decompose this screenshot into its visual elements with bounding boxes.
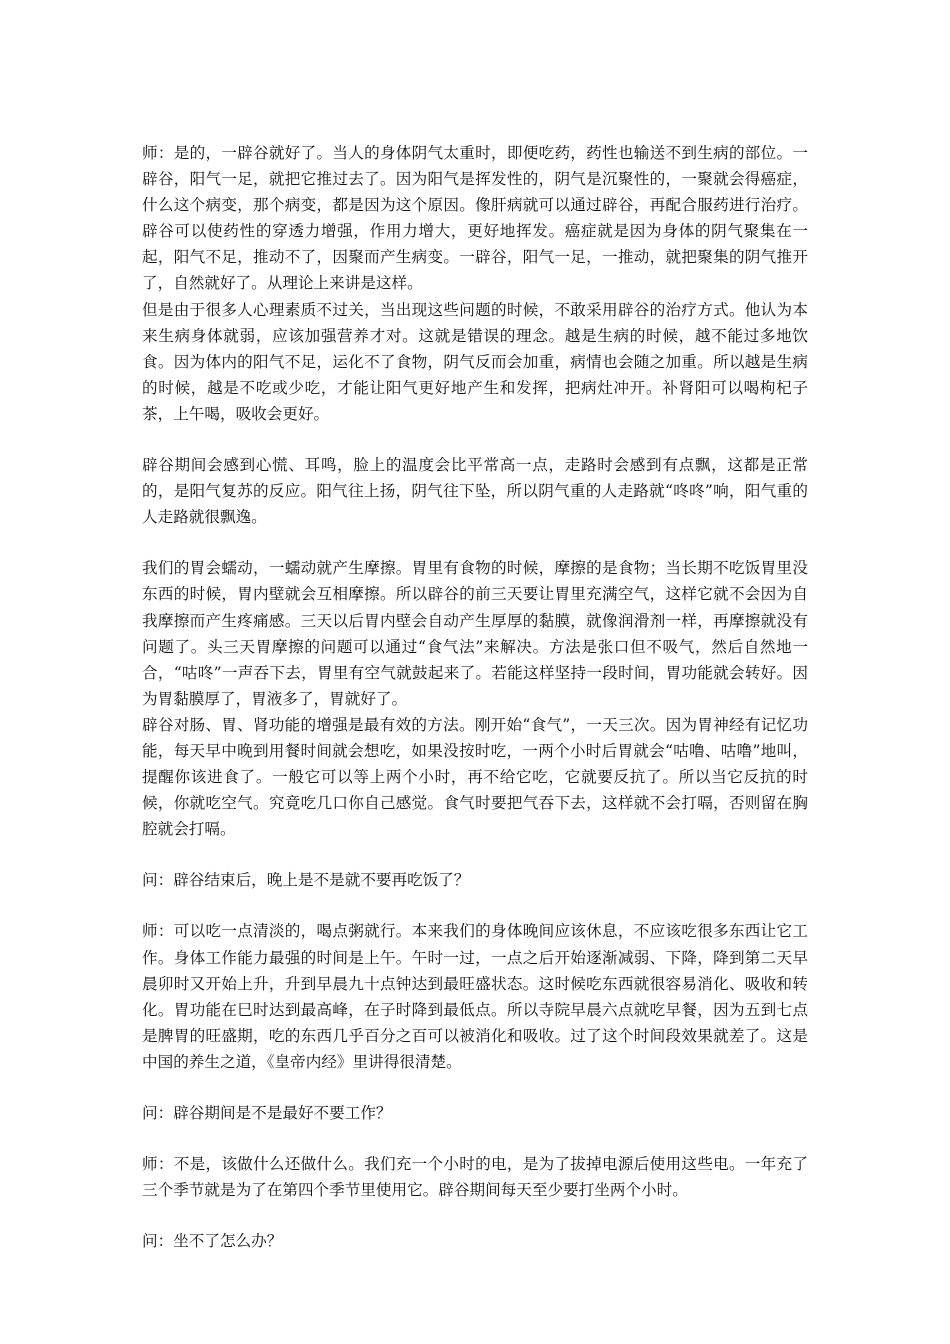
paragraph-gap <box>142 842 808 867</box>
paragraph-symptoms: 辟谷期间会感到心慌、耳鸣，脸上的温度会比平常高一点，走路时会感到有点飘，这都是正常的，是阳气复苏的反应。阳气往上扬，阴气往下坠，所以阴气重的人走路就“咚咚”响，阳气重的人走路就很飘逸。 <box>142 456 808 527</box>
question-after-fasting: 问：辟谷结束后，晚上是不是就不要再吃饭了？ <box>142 871 470 890</box>
paragraph-stomach: 我们的胃会蠕动，一蠕动就产生摩擦。胃里有食物的时候，摩擦的是食物；当长期不吃饭胃里没东西的时候，胃内壁就会互相摩擦。所以辟谷的前三天要让胃里充满空气，这样它就不会因为自我摩擦而产生疼痛感。三天以后胃内壁会自动产生厚厚的黏膜，就像润滑剂一样，再摩擦就没有问题了。头三天胃摩擦的问题可以通过“食气法”来解决。方法是张口但不吸气，然后自然地一合，“咕咚”一声吞下去，胃里有空气就鼓起来了。若能这样坚持一段时间，胃功能就会转好。因为胃黏膜厚了，胃液多了，胃就好了。 <box>142 559 808 708</box>
paragraph-gap <box>142 427 808 452</box>
paragraph-gap <box>142 893 808 918</box>
answer-after-fasting: 师：可以吃一点清淡的，喝点粥就行。本来我们的身体晚间应该休息，不应该吃很多东西让它工作。身体工作能力最强的时间是上午。午时一过，一点之后开始逐渐减弱、下降，降到第二天早晨卯时又开始上升，升到早晨九十点钟达到最旺盛状态。这时候吃东西就很容易消化、吸收和转化。胃功能在巳时达到最高峰，在子时降到最低点。所以寺院早晨六点就吃早餐，因为五到七点是脾胃的旺盛期，吃的东西几乎百分之百可以被消化和吸收。过了这个时间段效果就差了。这是中国的养生之道，《皇帝内经》里讲得很清楚。 <box>142 922 808 1071</box>
paragraph-rationale: 师：是的，一辟谷就好了。当人的身体阴气太重时，即便吃药，药性也输送不到生病的部位。一辟谷，阳气一足，就把它推过去了。因为阳气是挥发性的，阴气是沉聚性的，一聚就会得癌症，什么这个病变，那个病变，都是因为这个原因。像肝病就可以通过辟谷，再配合服药进行治疗。辟谷可以使药性的穿透力增强，作用力增大，更好地挥发。癌症就是因为身体的阴气聚集在一起，阳气不足，推动不了，因聚而产生病变。一辟谷，阳气一足，一推动，就把聚集的阴气推开了，自然就好了。从理论上来讲是这样。 <box>142 144 808 293</box>
paragraph-gap <box>142 1075 808 1100</box>
paragraph-misconception: 但是由于很多人心理素质不过关，当出现这些问题的时候，不敢采用辟谷的治疗方式。他认为本来生病身体就弱，应该加强营养才对。这就是错误的理念。越是生病的时候，越不能过多地饮食。因为体内的阳气不足，运化不了食物，阴气反而会加重，病情也会随之加重。所以越是生病的时候，越是不吃或少吃，才能让阳气更好地产生和发挥，把病灶冲开。补肾阳可以喝枸杞子茶，上午喝，吸收会更好。 <box>142 300 808 423</box>
answer-working: 师：不是，该做什么还做什么。我们充一个小时的电，是为了拔掉电源后使用这些电。一年充了三个季节就是为了在第四个季节里使用它。辟谷期间每天至少要打坐两个小时。 <box>142 1155 808 1200</box>
paragraph-gap <box>142 530 808 555</box>
paragraph-gap <box>142 1126 808 1151</box>
paragraph-gap <box>142 1203 808 1228</box>
paragraph-qi-eating: 辟谷对肠、胃、肾功能的增强是最有效的方法。刚开始“食气”，一天三次。因为胃神经有记忆功能，每天早中晚到用餐时间就会想吃，如果没按时吃，一两个小时后胃就会“咕噜、咕噜”地叫，提醒你该进食了。一般它可以等上两个小时，再不给它吃，它就要反抗了。所以当它反抗的时候，你就吃空气。究竟吃几口你自己感觉。食气时要把气吞下去，这样就不会打嗝，否则留在胸腔就会打嗝。 <box>142 715 808 839</box>
question-sitting: 问：坐不了怎么办？ <box>142 1232 283 1251</box>
question-working: 问：辟谷期间是不是最好不要工作？ <box>142 1104 392 1122</box>
document-body <box>142 140 808 1254</box>
